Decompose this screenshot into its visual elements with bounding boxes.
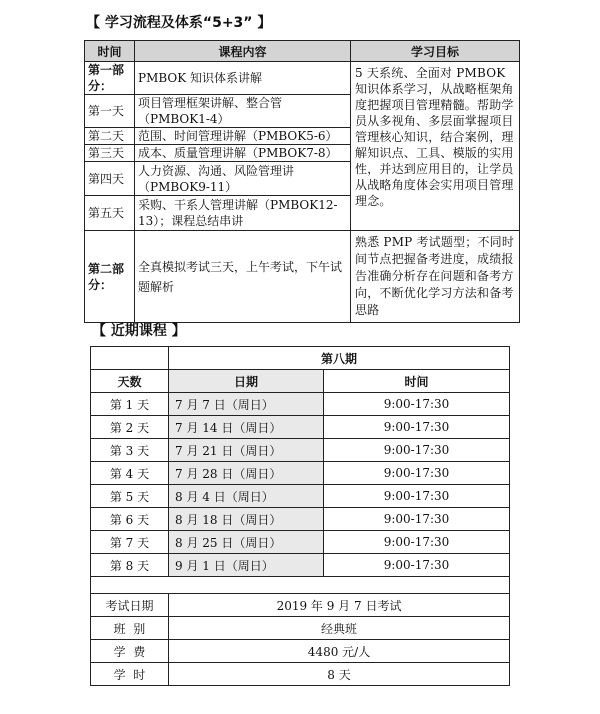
- row-time: 9:00-17:30: [324, 554, 510, 577]
- row-date: 7 月 28 日（周日）: [169, 462, 324, 485]
- row-time: 9:00-17:30: [324, 393, 510, 416]
- spacer-row: [91, 577, 510, 594]
- day-content: 范围、时间管理讲解（PMBOK5-6）: [135, 128, 351, 145]
- info-label: 学 费: [91, 640, 169, 663]
- row-date: 9 月 1 日（周日）: [169, 554, 324, 577]
- day-content: 人力资源、沟通、风险管理讲（PMBOK9-11）: [135, 162, 351, 196]
- day-content: 成本、质量管理讲解（PMBOK7-8）: [135, 145, 351, 162]
- table-row: [91, 508, 510, 531]
- table-row: [91, 531, 510, 554]
- row-time: 9:00-17:30: [324, 485, 510, 508]
- row-date: 8 月 18 日（周日）: [169, 508, 324, 531]
- row-time: 9:00-17:30: [324, 462, 510, 485]
- row-date: 8 月 4 日（周日）: [169, 485, 324, 508]
- table-row: [91, 554, 510, 577]
- table-row: [91, 416, 510, 439]
- row-day: 第 5 天: [91, 485, 169, 508]
- study-process-table: [84, 40, 520, 323]
- day-label: 第二天: [85, 128, 135, 145]
- info-label: 学 时: [91, 663, 169, 686]
- header-content: 课程内容: [135, 41, 351, 62]
- info-value: 4480 元/人: [169, 640, 510, 663]
- row-day: 第 3 天: [91, 439, 169, 462]
- day-label: 第五天: [85, 196, 135, 231]
- header-goal: 学习目标: [351, 41, 520, 62]
- day-label: 第四天: [85, 162, 135, 196]
- day-label: 第一天: [85, 95, 135, 128]
- table-row: [91, 393, 510, 416]
- row-day: 第 2 天: [91, 416, 169, 439]
- part2-content: 全真模拟考试三天，上午考试，下午试题解析: [135, 231, 351, 323]
- part1-label: 第一部分：: [85, 62, 135, 95]
- row-date: 7 月 7 日（周日）: [169, 393, 324, 416]
- info-value: 8 天: [169, 663, 510, 686]
- section-title-recent: 【 近期课程 】: [92, 323, 186, 339]
- day-content: 采购、干系人管理讲解（PMBOK12-13）；课程总结串讲: [135, 196, 351, 231]
- day-label: 第三天: [85, 145, 135, 162]
- section-title-process: 【 学习流程及体系“5+3” 】: [86, 15, 272, 31]
- table-row: [91, 462, 510, 485]
- part2-label: 第二部分：: [85, 231, 135, 323]
- row-day: 第 7 天: [91, 531, 169, 554]
- col-header-date: 日期: [169, 370, 324, 393]
- row-day: 第 8 天: [91, 554, 169, 577]
- period-title: 第八期: [169, 347, 510, 370]
- row-time: 9:00-17:30: [324, 439, 510, 462]
- recent-course-table: [90, 346, 510, 686]
- row-day: 第 1 天: [91, 393, 169, 416]
- part1-goal: 5 天系统、全面对 PMBOK 知识体系学习，从战略框架角度把握项目管理精髓。帮助学员从多视角、多层面掌握项目管理核心知识，结合案例，理解知识点、工具、模版的实用性，并达到应用目的，让学员从战略角度体会实用项目管理理念。: [351, 62, 520, 231]
- table-row: [91, 485, 510, 508]
- info-label: 班 别: [91, 617, 169, 640]
- row-time: 9:00-17:30: [324, 531, 510, 554]
- row-day: 第 4 天: [91, 462, 169, 485]
- day-content: 项目管理框架讲解、整合管（PMBOK1-4）: [135, 95, 351, 128]
- info-value: 2019 年 9 月 7 日考试: [169, 594, 510, 617]
- part1-content: PMBOK 知识体系讲解: [135, 62, 351, 95]
- col-header-day: 天数: [91, 370, 169, 393]
- row-date: 8 月 25 日（周日）: [169, 531, 324, 554]
- table-row: [91, 439, 510, 462]
- row-time: 9:00-17:30: [324, 508, 510, 531]
- row-time: 9:00-17:30: [324, 416, 510, 439]
- row-day: 第 6 天: [91, 508, 169, 531]
- period-blank-cell: [91, 347, 169, 370]
- col-header-time: 时间: [324, 370, 510, 393]
- info-label: 考试日期: [91, 594, 169, 617]
- row-date: 7 月 21 日（周日）: [169, 439, 324, 462]
- part2-goal: 熟悉 PMP 考试题型；不同时间节点把握备考进度，成绩报告准确分析存在问题和备考方向，不断优化学习方法和备考思路: [351, 231, 520, 323]
- info-value: 经典班: [169, 617, 510, 640]
- row-date: 7 月 14 日（周日）: [169, 416, 324, 439]
- header-time: 时间: [85, 41, 135, 62]
